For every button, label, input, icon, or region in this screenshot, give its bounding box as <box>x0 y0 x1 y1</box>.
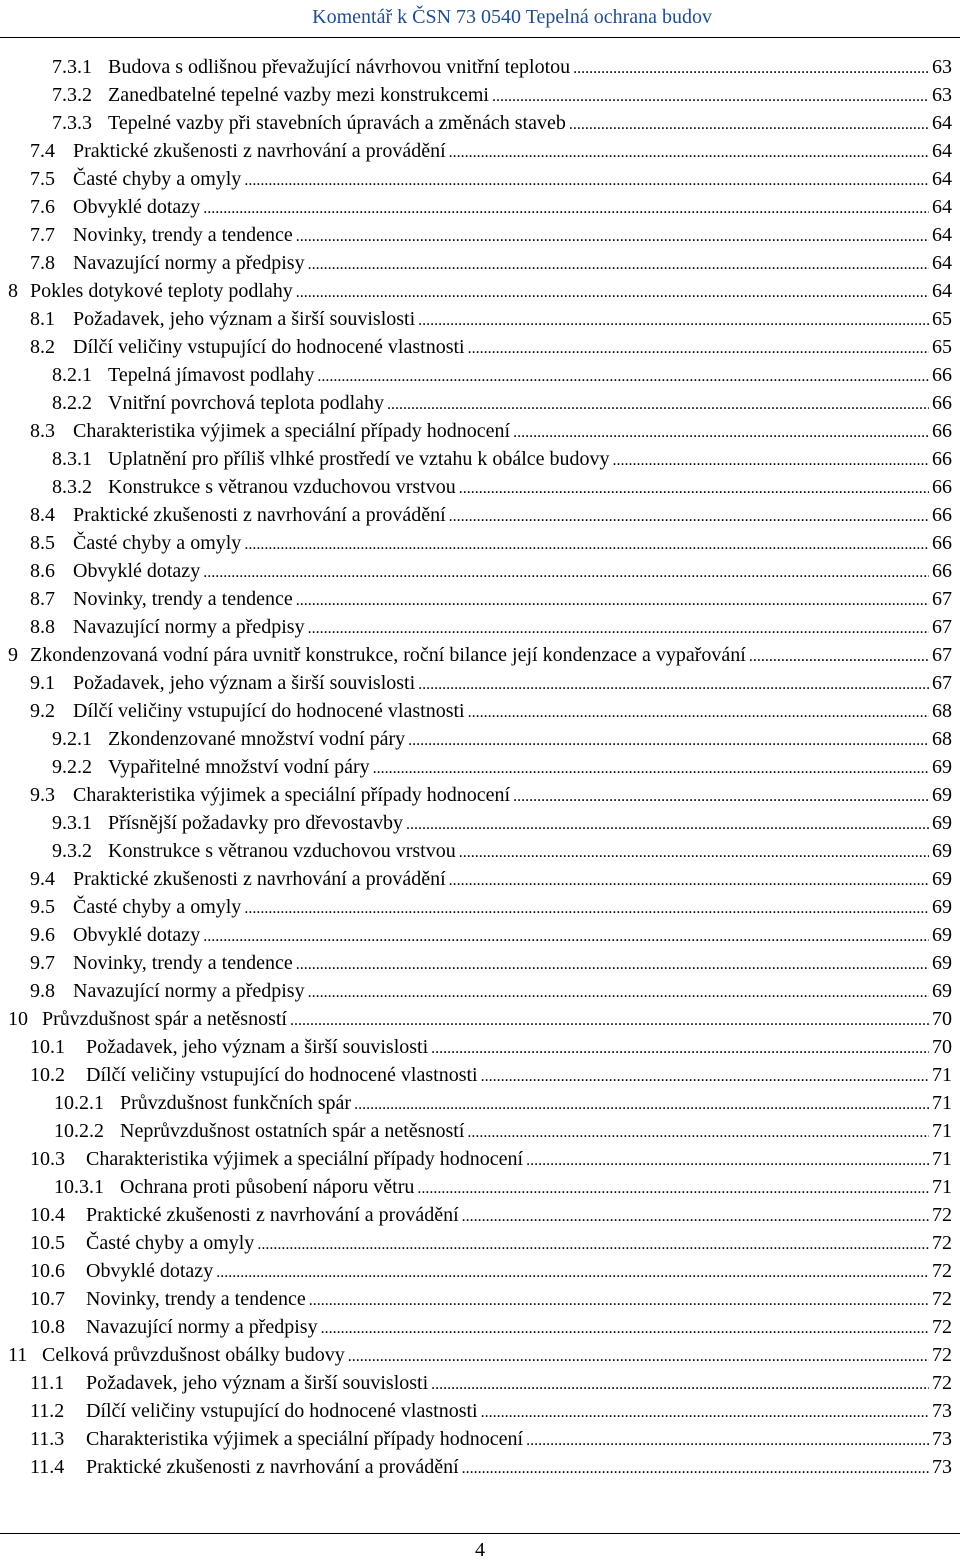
dot-leader <box>462 1453 929 1483</box>
toc-entry-page: 66 <box>932 532 952 554</box>
toc-entry[interactable] <box>54 1089 952 1117</box>
toc-entry[interactable] <box>30 221 952 249</box>
toc-entry-page: 72 <box>932 1344 952 1366</box>
toc-entry[interactable] <box>30 893 952 921</box>
toc-entry-page: 69 <box>932 812 952 834</box>
toc-entry-page: 70 <box>932 1008 952 1030</box>
dot-leader <box>290 1005 929 1035</box>
toc-entry-title: Konstrukce s větranou vzduchovou vrstvou <box>108 476 456 498</box>
toc-entry[interactable] <box>30 865 952 893</box>
toc-entry[interactable] <box>8 641 952 669</box>
toc-entry-number: 10.2.1 <box>54 1092 104 1114</box>
toc-entry-title: Obvyklé dotazy <box>86 1260 214 1282</box>
dot-leader <box>573 53 929 83</box>
toc-entry-number: 10.3 <box>30 1148 65 1170</box>
toc-entry-page: 64 <box>932 196 952 218</box>
toc-entry-title: Navazující normy a předpisy <box>73 616 305 638</box>
toc-entry-title: Navazující normy a předpisy <box>73 252 305 274</box>
toc-entry[interactable] <box>30 1369 952 1397</box>
toc-entry-title: Tepelné vazby při stavebních úpravách a změnách staveb <box>108 112 566 134</box>
toc-entry-number: 10.5 <box>30 1232 65 1254</box>
toc-entry-number: 10.2.2 <box>54 1120 104 1142</box>
toc-entry[interactable] <box>8 1341 952 1369</box>
toc-entry[interactable] <box>30 417 952 445</box>
toc-entry[interactable] <box>30 165 952 193</box>
toc-entry-title: Požadavek, jeho význam a širší souvislosti <box>86 1036 429 1058</box>
dot-leader <box>481 1397 929 1427</box>
dot-leader <box>309 1285 929 1315</box>
toc-entry[interactable] <box>30 613 952 641</box>
dot-leader <box>387 389 929 419</box>
toc-entry-number: 8.4 <box>30 504 55 526</box>
toc-entry-number: 8.2 <box>30 336 55 358</box>
toc-entry-page: 72 <box>932 1316 952 1338</box>
toc-entry-number: 10.2 <box>30 1064 65 1086</box>
toc-entry-number: 8.3.2 <box>52 476 92 498</box>
toc-entry[interactable] <box>52 445 952 473</box>
toc-entry-title: Konstrukce s větranou vzduchovou vrstvou <box>108 840 456 862</box>
toc-entry-page: 64 <box>932 112 952 134</box>
toc-entry-title: Ochrana proti působení náporu větru <box>120 1176 415 1198</box>
toc-entry[interactable] <box>30 1425 952 1453</box>
toc-entry-number: 10.1 <box>30 1036 65 1058</box>
toc-entry-title: Charakteristika výjimek a speciální případy hodnocení <box>73 420 511 442</box>
toc-entry-number: 9.7 <box>30 952 55 974</box>
toc-entry-number: 9.8 <box>30 980 55 1002</box>
toc-entry-page: 63 <box>932 84 952 106</box>
toc-entry[interactable] <box>52 81 952 109</box>
toc-entry-page: 63 <box>932 56 952 78</box>
toc-entry-title: Praktické zkušenosti z navrhování a provádění <box>73 504 446 526</box>
toc-entry-number: 9.6 <box>30 924 55 946</box>
toc-entry-page: 69 <box>932 840 952 862</box>
dot-leader <box>613 445 929 475</box>
toc-entry-title: Uplatnění pro příliš vlhké prostředí ve vztahu k obálce budovy <box>108 448 610 470</box>
toc-entry[interactable] <box>52 53 952 81</box>
toc-entry-number: 11.2 <box>30 1400 65 1422</box>
toc-entry-number: 9.2.1 <box>52 728 92 750</box>
toc-entry-number: 9.2.2 <box>52 756 92 778</box>
dot-leader <box>244 529 929 559</box>
toc-entry[interactable] <box>52 109 952 137</box>
toc-entry-title: Dílčí veličiny vstupující do hodnocené vlastnosti <box>86 1064 478 1086</box>
dot-leader <box>459 837 929 867</box>
toc-entry[interactable] <box>30 1285 952 1313</box>
toc-entry-number: 7.4 <box>30 140 55 162</box>
toc-entry[interactable] <box>30 137 952 165</box>
toc-entry-page: 66 <box>932 392 952 414</box>
toc-entry-title: Požadavek, jeho význam a širší souvislosti <box>73 308 416 330</box>
toc-entry-page: 67 <box>932 588 952 610</box>
toc-entry[interactable] <box>30 333 952 361</box>
page-number: 4 <box>475 1539 485 1561</box>
toc-entry-title: Novinky, trendy a tendence <box>73 952 293 974</box>
toc-entry-page: 72 <box>932 1204 952 1226</box>
toc-entry-number: 10 <box>8 1008 28 1030</box>
dot-leader <box>468 697 929 727</box>
toc-entry-title: Dílčí veličiny vstupující do hodnocené vlastnosti <box>73 700 465 722</box>
toc-entry-page: 70 <box>932 1036 952 1058</box>
dot-leader <box>244 165 929 195</box>
toc-entry-page: 67 <box>932 672 952 694</box>
toc-entry-title: Novinky, trendy a tendence <box>73 224 293 246</box>
dot-leader <box>308 977 929 1007</box>
toc-entry[interactable] <box>52 725 952 753</box>
dot-leader <box>203 921 929 951</box>
toc-entry[interactable] <box>52 473 952 501</box>
toc-entry-page: 73 <box>932 1456 952 1478</box>
dot-leader <box>418 305 929 335</box>
toc-entry-title: Obvyklé dotazy <box>73 924 201 946</box>
toc-entry-page: 72 <box>932 1288 952 1310</box>
toc-entry[interactable] <box>30 1229 952 1257</box>
toc-entry-number: 7.6 <box>30 196 55 218</box>
toc-entry-page: 69 <box>932 896 952 918</box>
toc-entry-page: 66 <box>932 420 952 442</box>
toc-entry[interactable] <box>30 1061 952 1089</box>
toc-entry-page: 64 <box>932 252 952 274</box>
toc-entry-number: 11.4 <box>30 1456 65 1478</box>
toc-entry-page: 72 <box>932 1232 952 1254</box>
toc-entry-page: 69 <box>932 756 952 778</box>
toc-entry[interactable] <box>52 809 952 837</box>
toc-entry-number: 8.6 <box>30 560 55 582</box>
toc-entry-title: Pokles dotykové teploty podlahy <box>30 280 293 302</box>
toc-entry-number: 9.3.1 <box>52 812 92 834</box>
toc-entry-number: 7.3.2 <box>52 84 92 106</box>
toc-entry-title: Časté chyby a omyly <box>73 896 242 918</box>
toc-entry-page: 72 <box>932 1260 952 1282</box>
dot-leader <box>244 893 929 923</box>
toc-entry-title: Neprůvzdušnost ostatních spár a netěsností <box>120 1120 465 1142</box>
toc-entry-title: Dílčí veličiny vstupující do hodnocené vlastnosti <box>86 1400 478 1422</box>
toc-entry[interactable] <box>30 249 952 277</box>
toc-entry[interactable] <box>8 1005 952 1033</box>
toc-entry[interactable] <box>8 277 952 305</box>
dot-leader <box>308 613 929 643</box>
toc-entry[interactable] <box>54 1117 952 1145</box>
toc-entry-title: Vypařitelné množství vodní páry <box>108 756 370 778</box>
toc-entry-number: 10.7 <box>30 1288 65 1310</box>
toc-entry-title: Novinky, trendy a tendence <box>86 1288 306 1310</box>
dot-leader <box>431 1033 929 1063</box>
toc-entry-title: Celková průvzdušnost obálky budovy <box>42 1344 345 1366</box>
dot-leader <box>749 641 929 671</box>
toc-entry-number: 9.3 <box>30 784 55 806</box>
toc-entry-page: 68 <box>932 700 952 722</box>
toc-entry-title: Zkondenzovaná vodní pára uvnitř konstrukce, roční bilance její kondenzace a vypařování <box>30 644 746 666</box>
toc-entry-title: Tepelná jímavost podlahy <box>108 364 315 386</box>
toc-entry-page: 64 <box>932 140 952 162</box>
toc-entry[interactable] <box>30 1033 952 1061</box>
toc-entry[interactable] <box>30 1397 952 1425</box>
toc-entry[interactable] <box>30 949 952 977</box>
toc-entry-page: 66 <box>932 476 952 498</box>
dot-leader <box>431 1369 929 1399</box>
toc-entry-title: Požadavek, jeho význam a širší souvislosti <box>73 672 416 694</box>
dot-leader <box>462 1201 929 1231</box>
toc-entry-number: 11 <box>8 1344 28 1366</box>
toc-entry-number: 8.1 <box>30 308 55 330</box>
dot-leader <box>513 417 929 447</box>
toc-entry-page: 66 <box>932 364 952 386</box>
toc-entry-page: 67 <box>932 644 952 666</box>
toc-entry-number: 8.2.1 <box>52 364 92 386</box>
toc-entry[interactable] <box>52 753 952 781</box>
dot-leader <box>373 753 929 783</box>
toc-entry-number: 9.5 <box>30 896 55 918</box>
toc-entry-page: 64 <box>932 168 952 190</box>
toc-entry-page: 71 <box>932 1064 952 1086</box>
toc-entry-number: 10.8 <box>30 1316 65 1338</box>
toc-entry-title: Praktické zkušenosti z navrhování a provádění <box>86 1204 459 1226</box>
toc-entry-number: 7.5 <box>30 168 55 190</box>
toc-entry-number: 10.3.1 <box>54 1176 104 1198</box>
toc-entry-page: 65 <box>932 336 952 358</box>
toc-entry[interactable] <box>30 1257 952 1285</box>
toc-entry[interactable] <box>30 977 952 1005</box>
toc-entry-title: Vnitřní povrchová teplota podlahy <box>108 392 385 414</box>
toc-entry-title: Charakteristika výjimek a speciální případy hodnocení <box>73 784 511 806</box>
running-header <box>0 4 960 34</box>
toc-entry-title: Obvyklé dotazy <box>73 560 201 582</box>
toc-entry-title: Charakteristika výjimek a speciální případy hodnocení <box>86 1428 524 1450</box>
toc-entry-page: 73 <box>932 1428 952 1450</box>
toc-entry-page: 66 <box>932 504 952 526</box>
dot-leader <box>203 557 929 587</box>
toc-entry[interactable] <box>30 669 952 697</box>
toc-entry-number: 8.2.2 <box>52 392 92 414</box>
dot-leader <box>417 1173 929 1203</box>
toc-entry[interactable] <box>30 557 952 585</box>
toc-entry[interactable] <box>30 585 952 613</box>
dot-leader <box>408 725 929 755</box>
toc-entry[interactable] <box>30 305 952 333</box>
toc-entry-number: 8.8 <box>30 616 55 638</box>
toc-entry-number: 7.7 <box>30 224 55 246</box>
toc-entry-page: 71 <box>932 1120 952 1142</box>
dot-leader <box>526 1425 929 1455</box>
toc-entry-title: Časté chyby a omyly <box>86 1232 255 1254</box>
toc-entry[interactable] <box>52 837 952 865</box>
toc-entry-title: Novinky, trendy a tendence <box>73 588 293 610</box>
toc-entry-page: 65 <box>932 308 952 330</box>
toc-entry-title: Průvzdušnost spár a netěsností <box>42 1008 287 1030</box>
toc-entry-page: 71 <box>932 1092 952 1114</box>
footer-divider <box>0 1533 960 1534</box>
toc-entry-page: 71 <box>932 1148 952 1170</box>
toc-entry[interactable] <box>30 1201 952 1229</box>
toc-entry-number: 11.1 <box>30 1372 65 1394</box>
toc-entry-title: Požadavek, jeho význam a širší souvislosti <box>86 1372 429 1394</box>
dot-leader <box>481 1061 929 1091</box>
dot-leader <box>468 333 929 363</box>
toc-entry-page: 69 <box>932 980 952 1002</box>
toc-entry-number: 7.3.1 <box>52 56 92 78</box>
toc-entry-number: 8.7 <box>30 588 55 610</box>
toc-entry-number: 8.3.1 <box>52 448 92 470</box>
toc-entry[interactable] <box>30 1145 952 1173</box>
toc-entry-number: 8.5 <box>30 532 55 554</box>
dot-leader <box>296 585 929 615</box>
toc-entry-page: 69 <box>932 784 952 806</box>
dot-leader <box>296 949 929 979</box>
toc-entry-title: Průvzdušnost funkčních spár <box>120 1092 352 1114</box>
toc-entry-title: Časté chyby a omyly <box>73 168 242 190</box>
toc-entry-title: Praktické zkušenosti z navrhování a provádění <box>86 1456 459 1478</box>
toc-entry-page: 69 <box>932 952 952 974</box>
toc-entry-page: 72 <box>932 1372 952 1394</box>
toc-entry-page: 68 <box>932 728 952 750</box>
dot-leader <box>321 1313 929 1343</box>
toc-entry-page: 66 <box>932 560 952 582</box>
toc-entry-page: 67 <box>932 616 952 638</box>
dot-leader <box>216 1257 929 1287</box>
toc-entry-title: Navazující normy a předpisy <box>86 1316 318 1338</box>
dot-leader <box>308 249 929 279</box>
dot-leader <box>406 809 929 839</box>
dot-leader <box>467 1117 929 1147</box>
toc-entry[interactable] <box>30 193 952 221</box>
toc-entry-page: 64 <box>932 280 952 302</box>
dot-leader <box>296 221 929 251</box>
dot-leader <box>257 1229 929 1259</box>
dot-leader <box>317 361 929 391</box>
toc-entry-title: Navazující normy a předpisy <box>73 980 305 1002</box>
toc-entry-number: 7.3.3 <box>52 112 92 134</box>
toc-entry-number: 9.2 <box>30 700 55 722</box>
dot-leader <box>513 781 929 811</box>
toc-entry[interactable] <box>30 529 952 557</box>
dot-leader <box>449 137 929 167</box>
toc-entry[interactable] <box>30 697 952 725</box>
header-divider <box>0 37 960 38</box>
toc-entry-title: Budova s odlišnou převažující návrhovou vnitřní teplotou <box>108 56 571 78</box>
toc-entry[interactable] <box>30 781 952 809</box>
toc-entry-number: 7.8 <box>30 252 55 274</box>
toc-entry[interactable] <box>30 1453 952 1481</box>
toc-entry-title: Praktické zkušenosti z navrhování a provádění <box>73 140 446 162</box>
toc-entry[interactable] <box>30 1313 952 1341</box>
toc-entry-page: 66 <box>932 448 952 470</box>
toc-entry-page: 69 <box>932 924 952 946</box>
dot-leader <box>449 865 929 895</box>
toc-entry-page: 64 <box>932 224 952 246</box>
dot-leader <box>449 501 929 531</box>
dot-leader <box>348 1341 929 1371</box>
dot-leader <box>492 81 929 111</box>
toc-entry-number: 11.3 <box>30 1428 65 1450</box>
toc-entry-title: Praktické zkušenosti z navrhování a provádění <box>73 868 446 890</box>
toc-entry-page: 69 <box>932 868 952 890</box>
toc-entry-number: 9.4 <box>30 868 55 890</box>
toc-entry[interactable] <box>52 361 952 389</box>
toc-entry-title: Charakteristika výjimek a speciální případy hodnocení <box>86 1148 524 1170</box>
toc-entry-title: Obvyklé dotazy <box>73 196 201 218</box>
toc-entry-number: 9 <box>8 644 18 666</box>
dot-leader <box>296 277 929 307</box>
toc-entry-title: Zanedbatelné tepelné vazby mezi konstrukcemi <box>108 84 489 106</box>
toc-entry-number: 8.3 <box>30 420 55 442</box>
toc-entry[interactable] <box>52 389 952 417</box>
toc-entry-title: Časté chyby a omyly <box>73 532 242 554</box>
dot-leader <box>203 193 929 223</box>
dot-leader <box>418 669 929 699</box>
toc-entry-title: Přísnější požadavky pro dřevostavby <box>108 812 403 834</box>
toc-entry-title: Dílčí veličiny vstupující do hodnocené vlastnosti <box>73 336 465 358</box>
toc-entry-page: 73 <box>932 1400 952 1422</box>
dot-leader <box>569 109 929 139</box>
toc-entry[interactable] <box>30 501 952 529</box>
toc-entry-number: 10.6 <box>30 1260 65 1282</box>
toc-entry-number: 10.4 <box>30 1204 65 1226</box>
toc-entry-number: 9.1 <box>30 672 55 694</box>
toc-entry[interactable] <box>30 921 952 949</box>
toc-entry[interactable] <box>54 1173 952 1201</box>
toc-entry-page: 71 <box>932 1176 952 1198</box>
dot-leader <box>459 473 929 503</box>
dot-leader <box>526 1145 929 1175</box>
toc-entry-number: 8 <box>8 280 18 302</box>
dot-leader <box>354 1089 929 1119</box>
toc-entry-title: Zkondenzované množství vodní páry <box>108 728 406 750</box>
toc-entry-number: 9.3.2 <box>52 840 92 862</box>
header-title: Komentář k ČSN 73 0540 Tepelná ochrana budov <box>312 6 712 28</box>
